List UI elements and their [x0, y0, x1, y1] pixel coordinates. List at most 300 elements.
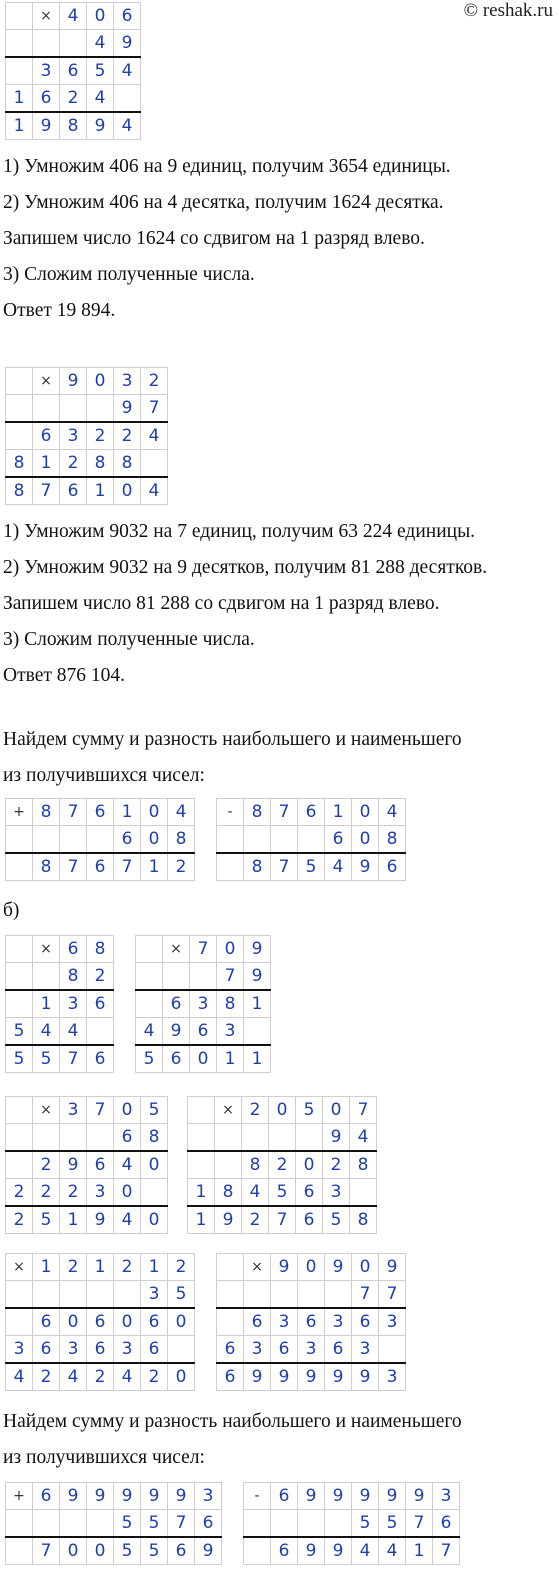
digit-cell: 4: [141, 422, 168, 450]
grid-row: [188, 1151, 377, 1179]
digit-cell: 2: [168, 1254, 195, 1281]
grid-row: [217, 853, 406, 881]
digit-cell: 5: [141, 1097, 168, 1124]
grid-row: [6, 826, 195, 854]
digit-cell: 0: [296, 1151, 323, 1179]
digit-cell: [168, 1336, 195, 1364]
digit-cell: 3: [298, 1336, 325, 1364]
digit-cell: 7: [350, 1097, 377, 1124]
grid-row: [6, 963, 114, 991]
digit-cell: 9: [33, 112, 60, 140]
digit-cell: 0: [352, 1254, 379, 1281]
digit-cell: [244, 826, 271, 854]
digit-cell: [6, 826, 33, 854]
operator-sign: ×: [215, 1097, 242, 1124]
digit-cell: 5: [114, 1537, 141, 1565]
digit-cell: 6: [379, 853, 406, 881]
digit-cell: 4: [60, 1018, 87, 1046]
text-line: 1) Умножим 406 на 9 единиц, получим 3654 единицы.: [3, 156, 451, 177]
digit-cell: 4: [114, 112, 141, 140]
digit-cell: [269, 1124, 296, 1152]
digit-cell: [6, 1510, 33, 1538]
digit-cell: 9: [325, 1363, 352, 1391]
digit-cell: 6: [33, 1336, 60, 1364]
digit-cell: [60, 1281, 87, 1309]
digit-cell: 5: [168, 1281, 195, 1309]
digit-cell: 3: [325, 1308, 352, 1336]
digit-cell: [215, 1151, 242, 1179]
digit-cell: 6: [114, 826, 141, 854]
digit-cell: 0: [114, 1097, 141, 1124]
digit-cell: 7: [33, 477, 60, 505]
digit-cell: 3: [190, 990, 217, 1018]
digit-cell: 0: [168, 1363, 195, 1391]
digit-cell: [87, 826, 114, 854]
grid-row: [6, 1097, 168, 1124]
digit-cell: 6: [195, 1510, 222, 1538]
text-line: 3) Сложим полученные числа.: [3, 629, 255, 650]
digit-cell: 3: [60, 1336, 87, 1364]
digit-cell: [87, 1510, 114, 1538]
digit-cell: 5: [87, 57, 114, 85]
digit-cell: [242, 1124, 269, 1152]
digit-cell: 2: [60, 85, 87, 113]
digit-cell: 6: [298, 799, 325, 826]
digit-cell: 6: [33, 1308, 60, 1336]
digit-cell: [325, 1510, 352, 1538]
digit-cell: [244, 1018, 271, 1046]
digit-cell: 6: [60, 477, 87, 505]
digit-cell: 4: [379, 1537, 406, 1565]
digit-cell: 7: [190, 936, 217, 963]
digit-cell: 5: [141, 1537, 168, 1565]
arithmetic-grid: [216, 1253, 406, 1391]
digit-cell: [6, 1124, 33, 1152]
digit-cell: [188, 1151, 215, 1179]
digit-cell: 0: [190, 1045, 217, 1073]
digit-cell: 0: [87, 1537, 114, 1565]
digit-cell: 4: [325, 853, 352, 881]
digit-cell: 4: [114, 57, 141, 85]
digit-cell: 7: [406, 1510, 433, 1538]
digit-cell: 8: [33, 853, 60, 881]
grid-row: [217, 826, 406, 854]
arithmetic-grid: [216, 798, 406, 881]
digit-cell: 8: [217, 990, 244, 1018]
arithmetic-grid: [5, 1096, 168, 1234]
digit-cell: 9: [114, 30, 141, 58]
digit-cell: [6, 422, 33, 450]
digit-cell: 9: [114, 1483, 141, 1510]
text-line: из получившихся чисел:: [3, 765, 205, 786]
digit-cell: 1: [406, 1537, 433, 1565]
digit-cell: 9: [298, 1363, 325, 1391]
digit-cell: 2: [114, 1254, 141, 1281]
digit-cell: [60, 1510, 87, 1538]
digit-cell: 2: [242, 1097, 269, 1124]
digit-cell: 8: [215, 1179, 242, 1207]
digit-cell: 1: [33, 1254, 60, 1281]
digit-cell: 6: [271, 1336, 298, 1364]
grid-row: [6, 1483, 222, 1510]
digit-cell: 3: [60, 422, 87, 450]
digit-cell: 9: [325, 1254, 352, 1281]
digit-cell: 5: [323, 1206, 350, 1234]
digit-cell: [6, 1537, 33, 1565]
digit-cell: 3: [60, 990, 87, 1018]
arithmetic-grid: [5, 1253, 195, 1391]
digit-cell: 8: [6, 477, 33, 505]
digit-cell: 6: [325, 826, 352, 854]
operator-sign: -: [244, 1483, 271, 1510]
digit-cell: 4: [379, 799, 406, 826]
digit-cell: 9: [406, 1483, 433, 1510]
digit-cell: 9: [379, 1483, 406, 1510]
digit-cell: 9: [114, 395, 141, 423]
digit-cell: [188, 1097, 215, 1124]
digit-cell: [244, 1537, 271, 1565]
operator-sign: -: [217, 799, 244, 826]
digit-cell: 5: [6, 1045, 33, 1073]
arithmetic-grid: [5, 798, 195, 881]
digit-cell: 9: [352, 1483, 379, 1510]
digit-cell: 2: [242, 1206, 269, 1234]
grid-row: [217, 1336, 406, 1364]
digit-cell: 1: [141, 1254, 168, 1281]
grid-row: [217, 1281, 406, 1309]
text-line: Запишем число 1624 со сдвигом на 1 разряд влево.: [3, 228, 425, 249]
digit-cell: 2: [60, 450, 87, 478]
grid-row: [6, 57, 141, 85]
explanation-paragraph: [3, 1410, 462, 1482]
digit-cell: 6: [296, 1206, 323, 1234]
digit-cell: 5: [136, 1045, 163, 1073]
text-line: 2) Умножим 406 на 4 десятка, получим 1624 десятка.: [3, 192, 444, 213]
digit-cell: 8: [60, 963, 87, 991]
digit-cell: 9: [215, 1206, 242, 1234]
digit-cell: 9: [244, 1363, 271, 1391]
digit-cell: 9: [87, 112, 114, 140]
grid-row: [136, 1045, 271, 1073]
digit-cell: 9: [298, 1483, 325, 1510]
digit-cell: [60, 30, 87, 58]
digit-cell: 0: [141, 1151, 168, 1179]
digit-cell: [350, 1179, 377, 1207]
operator-sign: ×: [33, 3, 60, 30]
digit-cell: 4: [33, 1018, 60, 1046]
grid-row: [188, 1097, 377, 1124]
grid-row: [6, 422, 168, 450]
digit-cell: [325, 1281, 352, 1309]
digit-cell: [215, 1124, 242, 1152]
grid-row: [244, 1537, 460, 1565]
digit-cell: [6, 395, 33, 423]
digit-cell: 9: [141, 1483, 168, 1510]
digit-cell: 1: [33, 990, 60, 1018]
text-line: Найдем сумму и разность наибольшего и наименьшего: [3, 729, 462, 750]
digit-cell: 9: [244, 963, 271, 991]
digit-cell: [6, 1308, 33, 1336]
grid-row: [6, 477, 168, 505]
arithmetic-grid: [5, 2, 141, 140]
digit-cell: [6, 1281, 33, 1309]
digit-cell: [6, 963, 33, 991]
operator-sign: ×: [6, 1254, 33, 1281]
digit-cell: 3: [271, 1308, 298, 1336]
digit-cell: 7: [33, 1537, 60, 1565]
digit-cell: 8: [350, 1151, 377, 1179]
digit-cell: 6: [33, 422, 60, 450]
digit-cell: 6: [87, 1336, 114, 1364]
text-line: б): [3, 900, 20, 921]
digit-cell: 0: [269, 1097, 296, 1124]
digit-cell: [271, 826, 298, 854]
digit-cell: 1: [6, 85, 33, 113]
digit-cell: 0: [87, 3, 114, 30]
digit-cell: 5: [141, 1510, 168, 1538]
grid-row: [6, 853, 195, 881]
digit-cell: [87, 395, 114, 423]
digit-cell: 9: [298, 1537, 325, 1565]
digit-cell: 1: [87, 1254, 114, 1281]
digit-cell: 0: [114, 1179, 141, 1207]
digit-cell: [190, 963, 217, 991]
grid-row: [136, 1018, 271, 1046]
digit-cell: [217, 853, 244, 881]
digit-cell: 4: [114, 1206, 141, 1234]
digit-cell: 6: [163, 990, 190, 1018]
digit-cell: [136, 990, 163, 1018]
digit-cell: 2: [114, 422, 141, 450]
digit-cell: 3: [217, 1018, 244, 1046]
digit-cell: [60, 395, 87, 423]
explanation-paragraph: [3, 899, 19, 935]
digit-cell: 4: [60, 3, 87, 30]
grid-row: [6, 450, 168, 478]
digit-cell: [271, 1281, 298, 1309]
digit-cell: 8: [141, 1124, 168, 1152]
digit-cell: [217, 826, 244, 854]
digit-cell: [163, 963, 190, 991]
digit-cell: 8: [379, 826, 406, 854]
digit-cell: [6, 853, 33, 881]
grid-row: [6, 1363, 195, 1391]
digit-cell: 1: [87, 477, 114, 505]
digit-cell: 5: [269, 1179, 296, 1207]
digit-cell: 1: [325, 799, 352, 826]
digit-cell: 0: [141, 799, 168, 826]
digit-cell: 6: [190, 1018, 217, 1046]
digit-cell: 2: [33, 1363, 60, 1391]
digit-cell: [217, 1308, 244, 1336]
digit-cell: [136, 936, 163, 963]
grid-row: [6, 799, 195, 826]
digit-cell: 6: [87, 853, 114, 881]
digit-cell: 6: [433, 1510, 460, 1538]
digit-cell: 0: [114, 477, 141, 505]
digit-cell: [6, 990, 33, 1018]
digit-cell: [33, 1124, 60, 1152]
grid-row: [6, 1124, 168, 1152]
explanation-paragraph: [3, 520, 487, 700]
digit-cell: 2: [87, 1363, 114, 1391]
digit-cell: 7: [269, 1206, 296, 1234]
digit-cell: 3: [379, 1308, 406, 1336]
digit-cell: 1: [217, 1045, 244, 1073]
digit-cell: [6, 368, 33, 395]
arithmetic-grid: [187, 1096, 377, 1234]
digit-cell: [6, 30, 33, 58]
digit-cell: 6: [60, 936, 87, 963]
digit-cell: 6: [33, 1483, 60, 1510]
digit-cell: 7: [379, 1281, 406, 1309]
arithmetic-grid: [135, 935, 271, 1073]
grid-row: [6, 1336, 195, 1364]
digit-cell: [33, 826, 60, 854]
digit-cell: 0: [60, 1537, 87, 1565]
digit-cell: 6: [60, 57, 87, 85]
digit-cell: 8: [168, 826, 195, 854]
grid-row: [188, 1206, 377, 1234]
digit-cell: 6: [114, 1124, 141, 1152]
digit-cell: 4: [141, 477, 168, 505]
digit-cell: 2: [33, 1151, 60, 1179]
digit-cell: 0: [60, 1308, 87, 1336]
arithmetic-grid: [5, 1482, 222, 1565]
digit-cell: 9: [168, 1483, 195, 1510]
grid-row: [217, 1254, 406, 1281]
digit-cell: [33, 1281, 60, 1309]
digit-cell: 3: [195, 1483, 222, 1510]
grid-row: [6, 1281, 195, 1309]
grid-row: [6, 395, 168, 423]
digit-cell: 7: [114, 853, 141, 881]
digit-cell: [136, 963, 163, 991]
digit-cell: 7: [141, 395, 168, 423]
operator-sign: +: [6, 799, 33, 826]
digit-cell: 1: [6, 112, 33, 140]
grid-row: [6, 1018, 114, 1046]
grid-row: [136, 936, 271, 963]
digit-cell: 2: [168, 853, 195, 881]
digit-cell: [87, 1124, 114, 1152]
digit-cell: 2: [6, 1206, 33, 1234]
digit-cell: 0: [298, 1254, 325, 1281]
digit-cell: 1: [141, 853, 168, 881]
digit-cell: 5: [352, 1510, 379, 1538]
digit-cell: [33, 963, 60, 991]
arithmetic-grid: [5, 935, 114, 1073]
digit-cell: 8: [244, 853, 271, 881]
digit-cell: 3: [114, 1336, 141, 1364]
digit-cell: [6, 1151, 33, 1179]
digit-cell: 6: [217, 1336, 244, 1364]
digit-cell: 8: [33, 799, 60, 826]
digit-cell: 9: [271, 1254, 298, 1281]
grid-row: [6, 990, 114, 1018]
digit-cell: 3: [323, 1179, 350, 1207]
digit-cell: 0: [352, 826, 379, 854]
digit-cell: [298, 1510, 325, 1538]
digit-cell: 4: [6, 1363, 33, 1391]
digit-cell: 0: [114, 1308, 141, 1336]
digit-cell: [60, 1124, 87, 1152]
digit-cell: 9: [87, 1206, 114, 1234]
digit-cell: [298, 1281, 325, 1309]
text-line: Найдем сумму и разность наибольшего и наименьшего: [3, 1411, 462, 1432]
grid-row: [6, 85, 141, 113]
digit-cell: 6: [87, 1308, 114, 1336]
digit-cell: 1: [60, 1206, 87, 1234]
digit-cell: 7: [60, 853, 87, 881]
digit-cell: 6: [352, 1308, 379, 1336]
digit-cell: 9: [87, 1483, 114, 1510]
digit-cell: [114, 85, 141, 113]
grid-row: [6, 1254, 195, 1281]
explanation-paragraph: [3, 728, 462, 800]
digit-cell: 8: [244, 799, 271, 826]
digit-cell: 0: [141, 1206, 168, 1234]
digit-cell: 2: [87, 422, 114, 450]
digit-cell: 9: [60, 1483, 87, 1510]
digit-cell: 9: [352, 1363, 379, 1391]
digit-cell: 6: [163, 1045, 190, 1073]
digit-cell: [6, 3, 33, 30]
digit-cell: [379, 1336, 406, 1364]
grid-row: [217, 1363, 406, 1391]
digit-cell: [6, 936, 33, 963]
digit-cell: 6: [325, 1336, 352, 1364]
digit-cell: 8: [114, 450, 141, 478]
digit-cell: [33, 30, 60, 58]
grid-row: [6, 3, 141, 30]
digit-cell: 6: [217, 1363, 244, 1391]
digit-cell: [87, 1281, 114, 1309]
digit-cell: 8: [350, 1206, 377, 1234]
digit-cell: 9: [60, 1151, 87, 1179]
digit-cell: 4: [168, 799, 195, 826]
digit-cell: 9: [195, 1537, 222, 1565]
digit-cell: 9: [244, 936, 271, 963]
digit-cell: 7: [87, 1097, 114, 1124]
digit-cell: 9: [352, 853, 379, 881]
digit-cell: 8: [87, 936, 114, 963]
digit-cell: [6, 1097, 33, 1124]
arithmetic-grid: [243, 1482, 460, 1565]
digit-cell: 6: [298, 1308, 325, 1336]
digit-cell: 8: [87, 450, 114, 478]
text-line: 1) Умножим 9032 на 7 единиц, получим 63 224 единицы.: [3, 521, 476, 542]
digit-cell: 0: [323, 1097, 350, 1124]
digit-cell: 9: [271, 1363, 298, 1391]
digit-cell: 2: [141, 1363, 168, 1391]
grid-row: [6, 368, 168, 395]
digit-cell: 3: [352, 1336, 379, 1364]
digit-cell: 1: [114, 799, 141, 826]
grid-row: [6, 936, 114, 963]
digit-cell: [33, 1510, 60, 1538]
digit-cell: 7: [168, 1510, 195, 1538]
digit-cell: [298, 826, 325, 854]
grid-row: [6, 1510, 222, 1538]
digit-cell: 5: [114, 1510, 141, 1538]
digit-cell: 1: [244, 990, 271, 1018]
digit-cell: 0: [141, 826, 168, 854]
digit-cell: 2: [60, 1254, 87, 1281]
operator-sign: ×: [33, 936, 60, 963]
digit-cell: 5: [296, 1097, 323, 1124]
digit-cell: 6: [168, 1537, 195, 1565]
